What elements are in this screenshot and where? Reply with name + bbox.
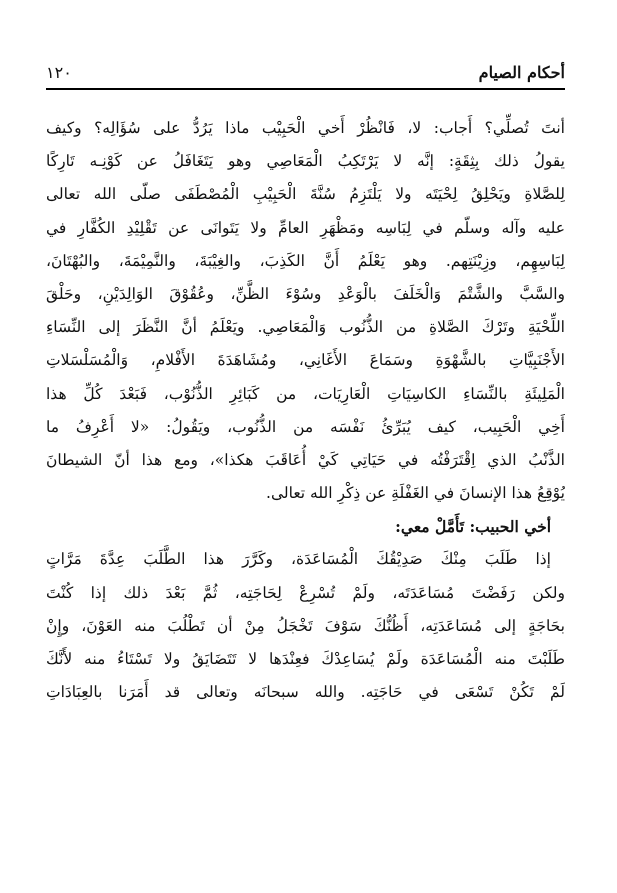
text-line: يُوْقِعُ هذا الإنسانَ في الغَفْلَةِ عن ذِكْرِ الله تعالى. <box>266 484 565 503</box>
text-line: عليه وآله وسلّم في لِبَاسِه ومَظْهَرِ العامِّ ولا يَتَوانَى عن تَقْلِيْدِ الكُفَّارِ في <box>46 218 565 237</box>
text-line: اللِّحْيَةِ وتَرْكَ الصَّلاةِ من الذُّنُوب وَالْمَعَاصِي. ويَعْلَمُ أنَّ النَّظَرَ إلى النِّسَاءِ <box>46 318 565 337</box>
section-heading: أخي الحبيب: تَأَمَّلْ معي: <box>395 517 551 537</box>
text-line: ولكن رَفَضْتَ مُسَاعَدَتَه، ولَمْ تُسْرِعْ لِحَاجَتِه، ثُمَّ بَعْدَ ذلك إذا كُنْتَ <box>46 583 565 602</box>
body-text <box>46 112 565 709</box>
page-number: ١٢٠ <box>46 63 72 82</box>
text-line: طَلَبْتَ منه الْمُسَاعَدَة ولَمْ يُسَاعِدْكَ فعِنْدَها لا تَتَضَايَقُ ولا تَسْتَاءُ منه لأَنَّكَ <box>46 650 565 668</box>
text-line: الْمَلِيئَةِ بالنِّسَاءِ الكاسِيَاتِ الْعَارِيَات، من كَبَائِرِ الذُّنُوْب، فَبَعْدَ كُلِّ هذا <box>46 384 565 403</box>
text-line: أنتَ تُصلِّي؟ أَجاب: لا، فَانْظُرْ أَخي الْحَبِيْب ماذا يَرُدُّ على سُؤَالِه؟ وكيف <box>46 119 565 137</box>
text-line: يقولُ ذلك بِثِقَةٍ: إنَّه لا يَرْتَكِبُ الْمَعَاصِي وهو يَتَغَافَلُ عن كَوْنِـه تَارِكًا <box>46 152 565 171</box>
text-line: لِلصَّلاةِ ويَحْلِقُ لِحْيَتَه ولا يَلْتَزِمُ سُنَّةَ الْحَبِيْبِ الْمُصْطَفَى صلّى الله تعالى <box>46 185 565 204</box>
page-header <box>46 52 565 90</box>
text-line: لِبَاسِهِم، وزِيْنَتِهم. وهو يَعْلَمُ أَنَّ الكَذِبَ، والغِيْبَةَ، والنَّمِيْمَةَ، والبُهْتَانَ، <box>46 251 565 270</box>
text-line: الأَجْنَبِيَّاتِ بالشَّهْوَةِ وسَمَاعَ الأَغَانِي، ومُشَاهَدَةَ الأَفْلامِ، وَالْمُسَلْسَلاتِ <box>46 351 565 370</box>
text-line: الذَّنْبُ الذي اِقْتَرَفْتُه في حَيَاتِي كَيْ أُعَاقَبَ هكذا»، ومع هذا أنّ الشيطانَ <box>46 450 565 469</box>
text-line: والسَّبَّ والشَّتْمَ وَالْخَلَفَ بالْوَعْدِ وسُوْءَ الظَّنِّ، وعُقُوْقَ الوَالِدَيْنِ، وحَلْقَ <box>46 284 565 303</box>
text-line: أَخِي الْحَبِيب، كيف يُبَرِّئُ نَفْسَه من الذُّنُوب، ويَقُولُ: «لا أَعْرِفُ ما <box>46 417 565 436</box>
text-line: بحَاجَةٍ إلى مُسَاعَدَتِه، أَظُنُّكَ سَوْفَ تَخْجَلُ مِنْ أن تَطْلُبَ منه العَوْنَ، وإِنْ <box>46 616 565 635</box>
text-line: لَمْ تَكُنْ تَسْعَى في حَاجَتِه. والله سبحانَه وتعالى قد أَمَرَنا بالعِبَادَاتِ <box>46 683 565 702</box>
running-title: أحكام الصيام <box>478 63 565 82</box>
text-line: إذا طَلَبَ مِنْكَ صَدِيْقُكَ الْمُسَاعَدَة، وكَرَّرَ هذا الطَّلَبَ عِدَّةَ مَرَّاتٍ <box>46 550 551 569</box>
